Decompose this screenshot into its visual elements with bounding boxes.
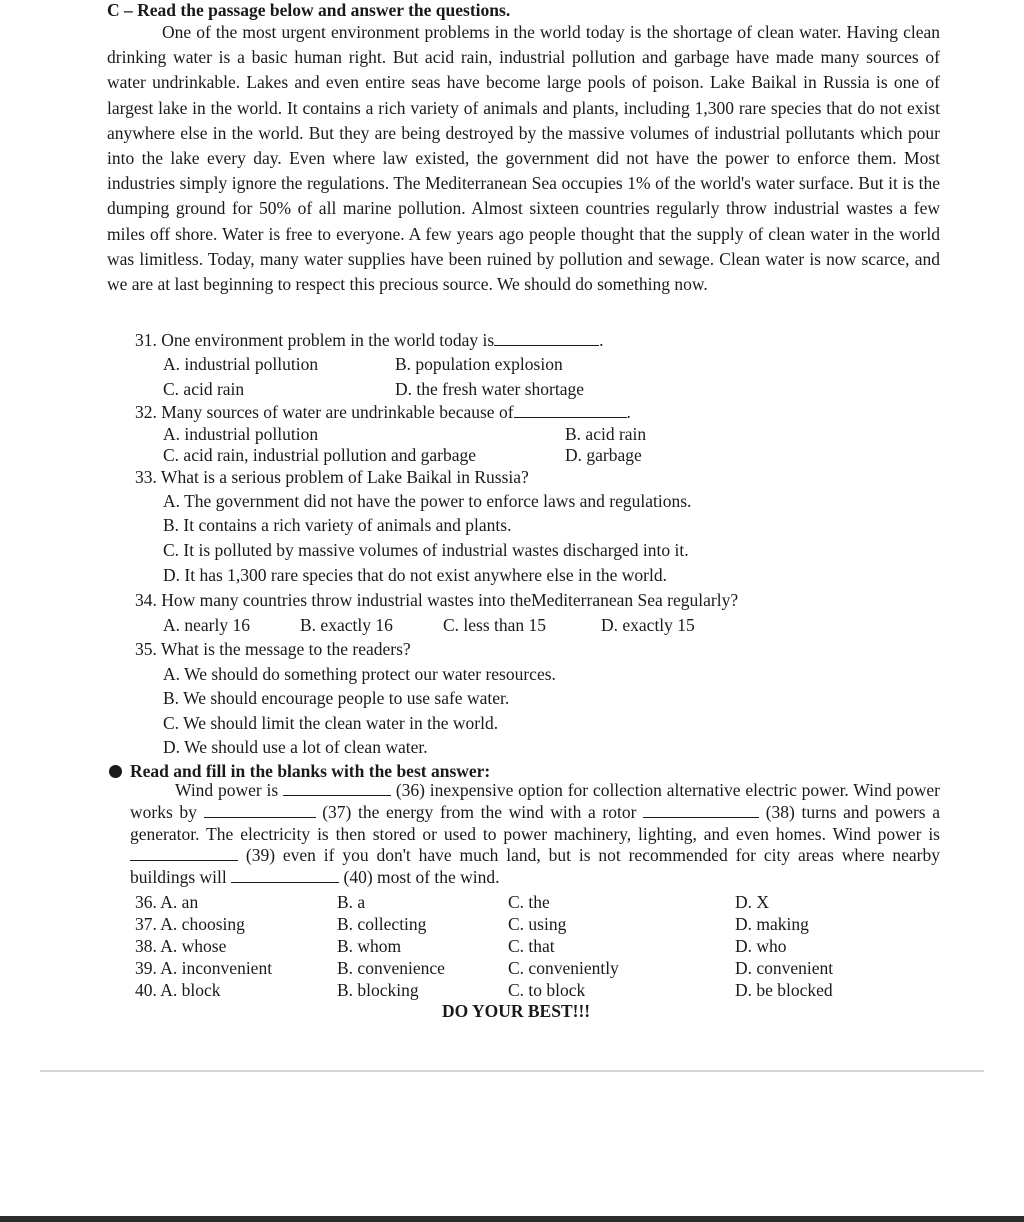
- option-40c[interactable]: C. to block: [508, 980, 586, 1000]
- page-divider: [40, 1070, 984, 1072]
- closing-message: DO YOUR BEST!!!: [442, 1001, 591, 1021]
- option-37c[interactable]: C. using: [508, 914, 567, 934]
- option-37b[interactable]: B. collecting: [337, 914, 427, 934]
- question-32-end: .: [626, 402, 631, 422]
- option-38b[interactable]: B. whom: [337, 936, 402, 956]
- option-33c[interactable]: C. It is polluted by massive volumes of industrial wastes discharged into it.: [163, 540, 689, 560]
- answer-blank-32[interactable]: [514, 402, 627, 418]
- option-33a[interactable]: A. The government did not have the power to enforce laws and regulations.: [163, 491, 692, 511]
- blank-38[interactable]: [643, 802, 759, 818]
- option-36a[interactable]: 36. A. an: [135, 892, 199, 912]
- option-36c[interactable]: C. the: [508, 892, 550, 912]
- option-32d[interactable]: D. garbage: [565, 445, 642, 465]
- option-39a[interactable]: 39. A. inconvenient: [135, 958, 273, 978]
- option-35b[interactable]: B. We should encourage people to use safe water.: [163, 688, 510, 708]
- option-33d[interactable]: D. It has 1,300 rare species that do not exist anywhere else in the world.: [163, 565, 667, 585]
- cloze-text-3: (37) the energy from the wind with a rotor: [322, 801, 637, 822]
- question-34-stem: 34. How many countries throw industrial wastes into theMediterranean Sea regularly?: [135, 590, 739, 610]
- option-39b[interactable]: B. convenience: [337, 958, 445, 978]
- bullet-icon: [109, 765, 122, 778]
- option-38a[interactable]: 38. A. whose: [135, 936, 227, 956]
- option-40a[interactable]: 40. A. block: [135, 980, 221, 1000]
- option-36d[interactable]: D. X: [735, 892, 770, 912]
- option-34b[interactable]: B. exactly 16: [300, 615, 393, 635]
- option-33b[interactable]: B. It contains a rich variety of animals and plants.: [163, 515, 512, 535]
- question-35-stem: 35. What is the message to the readers?: [135, 639, 411, 659]
- option-40b[interactable]: B. blocking: [337, 980, 419, 1000]
- option-36b[interactable]: B. a: [337, 892, 366, 912]
- question-32: [135, 400, 631, 424]
- blank-39[interactable]: [130, 845, 238, 861]
- option-32b[interactable]: B. acid rain: [565, 424, 647, 444]
- cloze-passage: [130, 780, 940, 889]
- question-31-stem: 31. One environment problem in the world today is: [135, 330, 495, 350]
- reading-passage: [107, 20, 940, 297]
- question-31-end: .: [599, 330, 604, 350]
- cloze-text-1: Wind power is: [175, 780, 279, 800]
- option-35c[interactable]: C. We should limit the clean water in the world.: [163, 713, 499, 733]
- cloze-text-2: (36) inexpensive option for collection alternative electric power. Wind power works by: [130, 780, 941, 822]
- section-c-heading: C – Read the passage below and answer the questions.: [107, 0, 511, 20]
- option-38d[interactable]: D. who: [735, 936, 787, 956]
- option-39d[interactable]: D. convenient: [735, 958, 834, 978]
- option-34c[interactable]: C. less than 15: [443, 615, 547, 635]
- option-39c[interactable]: C. conveniently: [508, 958, 619, 978]
- bottom-bar: [0, 1216, 1024, 1222]
- option-38c[interactable]: C. that: [508, 936, 555, 956]
- option-34d[interactable]: D. exactly 15: [601, 615, 695, 635]
- option-35a[interactable]: A. We should do something protect our water resources.: [163, 664, 556, 684]
- option-31b[interactable]: B. population explosion: [395, 354, 563, 374]
- option-34a[interactable]: A. nearly 16: [163, 615, 250, 635]
- cloze-text-6: (40) most of the wind.: [343, 867, 500, 888]
- fill-section-heading: Read and fill in the blanks with the best answer:: [130, 761, 491, 781]
- question-31: [135, 328, 604, 352]
- option-31d[interactable]: D. the fresh water shortage: [395, 379, 585, 399]
- option-37a[interactable]: 37. A. choosing: [135, 914, 245, 934]
- question-32-stem: 32. Many sources of water are undrinkable because of: [135, 402, 514, 422]
- option-31a[interactable]: A. industrial pollution: [163, 354, 319, 374]
- question-33-stem: 33. What is a serious problem of Lake Baikal in Russia?: [135, 467, 529, 487]
- cloze-text-4: (38) turns and powers a generator. The electricity is then stored or used to power machinery, lighting, and even homes. Wind power is: [130, 801, 941, 844]
- option-40d[interactable]: D. be blocked: [735, 980, 833, 1000]
- option-35d[interactable]: D. We should use a lot of clean water.: [163, 737, 428, 757]
- blank-36[interactable]: [283, 780, 391, 796]
- blank-37[interactable]: [204, 802, 316, 818]
- option-31c[interactable]: C. acid rain: [163, 379, 245, 399]
- blank-40[interactable]: [231, 867, 339, 883]
- option-32a[interactable]: A. industrial pollution: [163, 424, 319, 444]
- cloze-text-5: (39) even if you don't have much land, but is not recommended for city areas where nearby buildings will: [130, 845, 941, 888]
- option-37d[interactable]: D. making: [735, 914, 809, 934]
- option-32c[interactable]: C. acid rain, industrial pollution and garbage: [163, 445, 476, 465]
- answer-blank-31[interactable]: [494, 330, 599, 346]
- passage-text: One of the most urgent environment problems in the world today is the shortage of clean water. Having clean drinking water is a basic human right. But acid rain, industrial pollution and garbage have made many sources of water undrinkable. Lakes and even entire seas have become large pools of poison. Lake Baikal in Russia is one of largest lake in the world. It contains a rich variety of animals and plants, including 1,300 rare species that do not exist anywhere else in the world. But they are being destroyed by the massive volumes of industrial pollutants which pour into the lake every day. Even where law existed, the government did not have the power to enforce them. Most industries simply ignore the regulations. The Mediterranean Sea occupies 1% of the world's water surface. But it is the dumping ground for 50% of all marine pollution. Almost sixteen countries regularly throw industrial wastes a few miles off shore. Water is free to everyone. A few years ago people thought that the supply of clean water in the world was limitless. Today, many water supplies have been ruined by pollution and sewage. Clean water is now scarce, and we are at last beginning to respect this precious source. We should do something now.: [107, 22, 940, 295]
